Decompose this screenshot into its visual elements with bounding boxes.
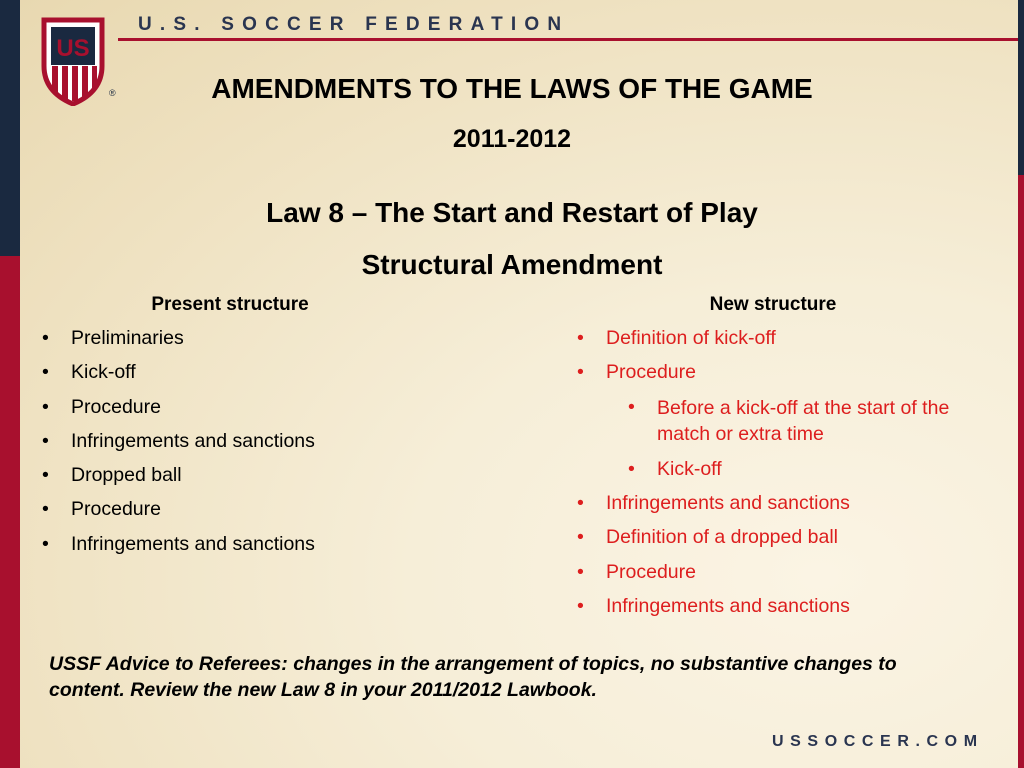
list-item: • Dropped ball (71, 463, 315, 487)
left-band-navy (0, 0, 20, 256)
ussf-advice-note: USSF Advice to Referees: changes in the arrangement of topics, no substantive changes to content. Review the new Law 8 in your 2011/2012 Lawbook. (49, 653, 897, 701)
list-item: • Definition of a dropped ball (606, 525, 987, 549)
list-item: • Infringements and sanctions (71, 532, 315, 556)
registered-mark: ® (109, 88, 116, 98)
list-item: • Procedure (606, 360, 987, 384)
structural-amendment-heading: Structural Amendment (361, 249, 663, 280)
list-item: • Definition of kick-off (606, 326, 987, 350)
list-item: • Procedure (71, 497, 315, 521)
list-item: • Infringements and sanctions (606, 594, 987, 618)
law-heading: Law 8 – The Start and Restart of Play (266, 197, 758, 228)
right-band-red (1018, 175, 1024, 768)
list-item: • Procedure (71, 395, 315, 419)
list-item: • Infringements and sanctions (71, 429, 315, 453)
website-wordmark: USSOCCER.COM (772, 733, 984, 750)
list-item: • Infringements and sanctions (606, 491, 987, 515)
right-band-navy (1018, 0, 1024, 175)
new-structure-list (606, 326, 987, 628)
list-item: • Preliminaries (71, 326, 315, 350)
present-structure-list (71, 326, 315, 566)
sub-list-item: • Before a kick-off at the start of the match or extra time (657, 395, 987, 447)
slide-season: 2011-2012 (452, 125, 572, 153)
slide-title: AMENDMENTS TO THE LAWS OF THE GAME (211, 73, 813, 104)
list-item: • Procedure (606, 560, 987, 584)
left-band-red (0, 256, 20, 768)
crest-letters: US (56, 35, 90, 62)
list-item: • Kick-off (71, 360, 315, 384)
sub-list-item: • Kick-off (657, 457, 987, 481)
present-structure-heading: Present structure (151, 294, 309, 315)
header-rule (118, 38, 1018, 41)
new-structure-heading: New structure (709, 294, 837, 315)
federation-wordmark: U.S. SOCCER FEDERATION (138, 14, 570, 35)
